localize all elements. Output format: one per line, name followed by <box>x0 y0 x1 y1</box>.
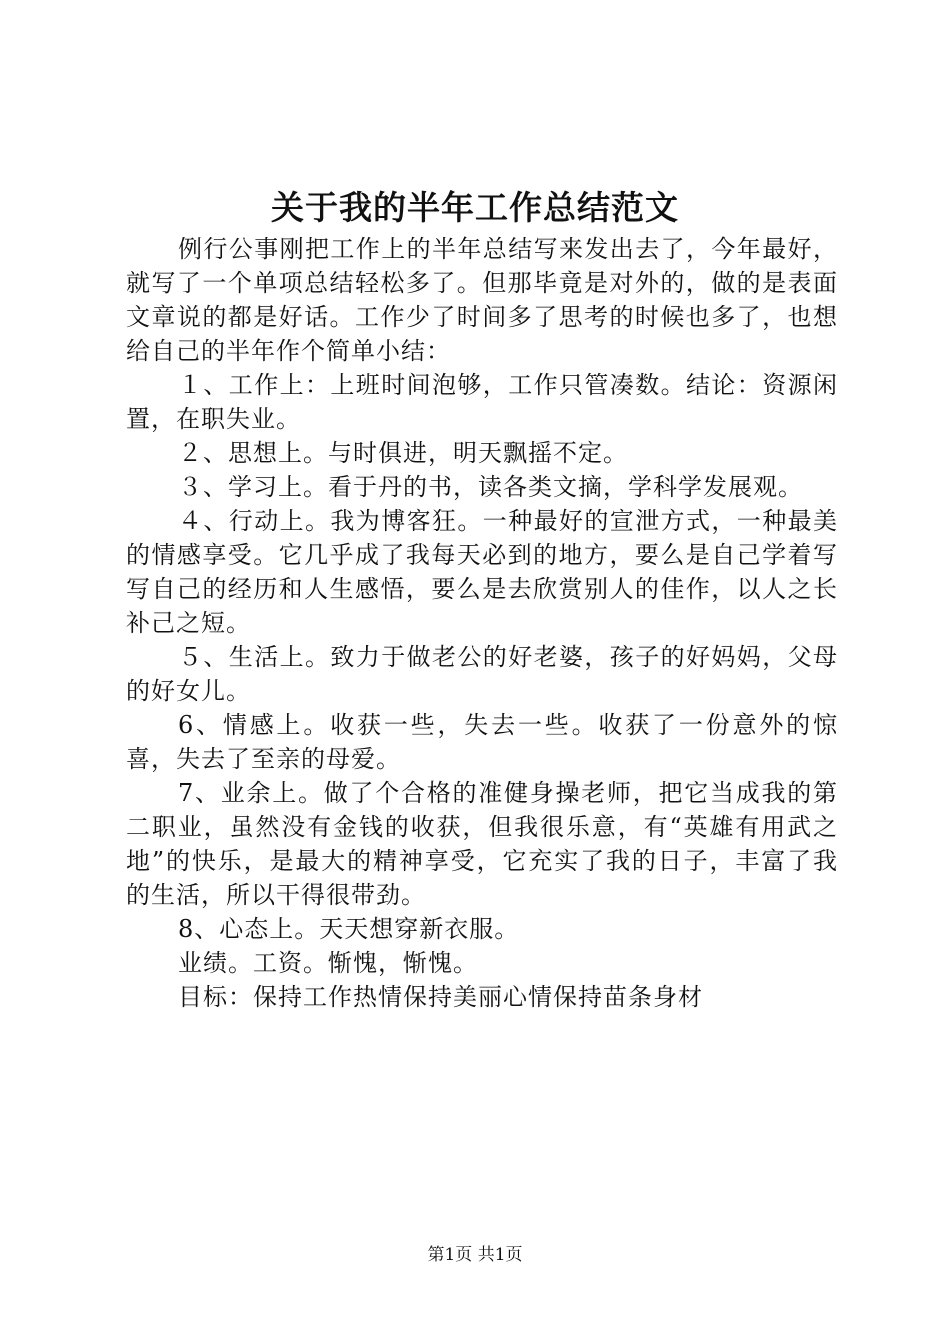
paragraph-item-1: １、工作上：上班时间泡够，工作只管凑数。结论：资源闲置，在职失业。 <box>126 371 838 433</box>
page-footer <box>0 1240 950 1270</box>
paragraph-goals: 目标：保持工作热情保持美丽心情保持苗条身材 <box>178 983 703 1011</box>
paragraph-item-8: 8、心态上。天天想穿新衣服。 <box>178 915 520 943</box>
paragraph-item-5: ５、生活上。致力于做老公的好老婆，孩子的好妈妈，父母的好女儿。 <box>126 643 838 705</box>
paragraph-item-6: 6、情感上。收获一些，失去一些。收获了一份意外的惊喜，失去了至亲的母爱。 <box>126 711 838 773</box>
paragraph-item-3: ３、学习上。看于丹的书，读各类文摘，学科学发展观。 <box>178 473 803 501</box>
paragraph-item-7: 7、业余上。做了个合格的准健身操老师，把它当成我的第二职业，虽然没有金钱的收获，但我很乐意，有“英雄有用武之地”的快乐，是最大的精神享受，它充实了我的日子，丰富了我的生活，所以干得很带劲。 <box>126 779 838 909</box>
page-number: 第1页 共1页 <box>427 1245 523 1265</box>
paragraph-item-2: ２、思想上。与时俱进，明天飘摇不定。 <box>178 439 628 467</box>
document-body <box>126 232 838 1014</box>
paragraph-performance: 业绩。工资。惭愧，惭愧。 <box>178 949 478 977</box>
paragraph-intro: 例行公事刚把工作上的半年总结写来发出去了，今年最好，就写了一个单项总结轻松多了。但那毕竟是对外的，做的是表面文章说的都是好话。工作少了时间多了思考的时候也多了，也想给自己的半年作个简单小结： <box>126 235 838 365</box>
paragraph-item-4: ４、行动上。我为博客狂。一种最好的宣泄方式，一种最美的情感享受。它几乎成了我每天必到的地方，要么是自己学着写写自己的经历和人生感悟，要么是去欣赏别人的佳作，以人之长补己之短。 <box>126 507 838 637</box>
document-title: 关于我的半年工作总结范文 <box>271 188 679 227</box>
